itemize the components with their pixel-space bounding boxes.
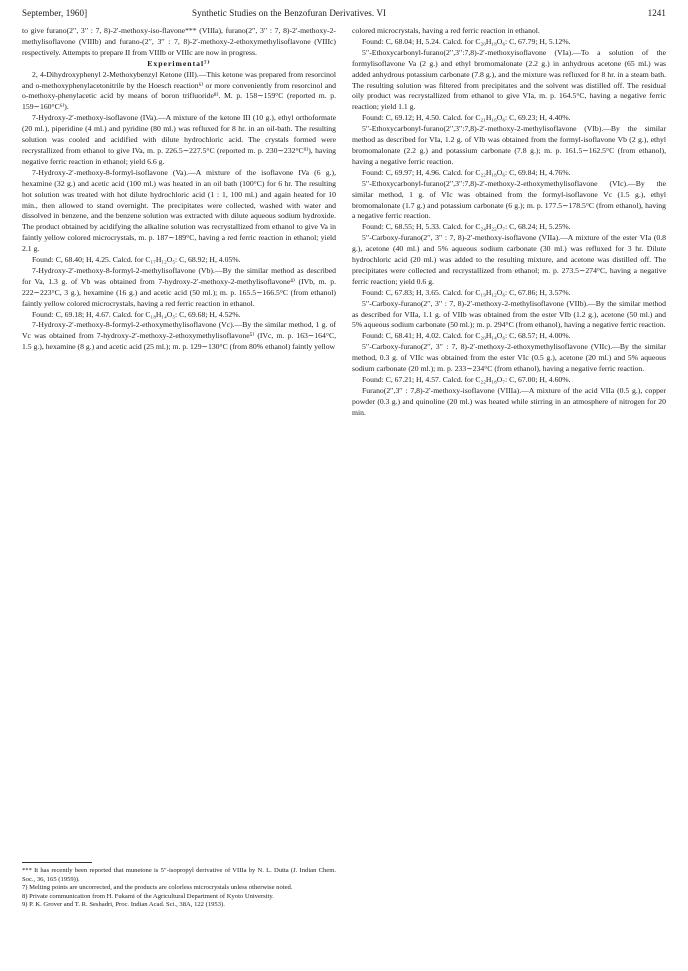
paragraph: 5′′-Carboxy-furano(2′′, 3′′ : 7, 8)-2′-methoxy-2-ethoxymethylisoflavone (VIIc).—By the similar method, 0.3 g. of VIIc was obtained from the ester VIc (0.5 g.), acetone (20 ml.) and 5% aqueous sodium carbonate (20 ml.); m. p. 233∼234°C (from ethanol), having a negative ferric reaction.	[352, 342, 666, 374]
paragraph: Found: C, 68.04; H, 5.24. Calcd. for C₂₀H₁₈O₆: C, 67.79; H, 5.12%.	[362, 36, 571, 46]
paragraph: Found: C, 68.55; H, 5.33. Calcd. for C₂₄H₂₂O₇: C, 68.24; H, 5.25%.	[362, 222, 571, 232]
paragraph: Furano(2′′,3′′ : 7,8)-2′-methoxy-isoflavone (VIIIa).—A mixture of the acid VIIa (0.5 g.), copper powder (0.3 g.) and quinoline (20 ml.) was heated while stirring in an atmosphere of nitrogen for 20 min.	[352, 385, 666, 417]
paragraph: 7-Hydroxy-2′-methoxy-8-formyl-isoflavone (Va).—A mixture of the isoflavone IVa (6 g.), hexamine (32 g.) and acetic acid (100 ml.) was heated in an oil bath (100°C) for 6 hr. The resulting hot solution was treated with hot dilute hydrochloric acid (1 : 1, 100 ml.) and again heated for 10 min., then allowed to stand overnight. The precipitates were collected, washed with water and dissolved in benzene, and the benzene solution was extracted with dilute aqueous sodium hydroxide. The product obtained by acidifying the alkaline solution was recrystallized from ethanol to give Va in faintly yellow colored microcrystals, m. p. 187∼189°C, having a red ferric reaction in ethanol; yield 2.1 g.	[22, 167, 336, 254]
paragraph: 7-Hydroxy-2′-methoxy-isoflavone (IVa).—A mixture of the ketone III (10 g.), ethyl orthoformate (20 ml.), piperidine (4 ml.) and pyridine (80 ml.) was refluxed for 8 hr. in an oil-bath. The resulting solution was cooled and acidified with dilute hydrochloric acid. The crystals formed were recrystallized from ethanol to give IVa, m. p. 226.5∼227.5°C (reported m. p. 230∼232°C⁹⁾), having negative ferric reaction in ethanol; yield 6.6 g.	[22, 113, 336, 166]
paragraph: 5′′-Ethoxycarbonyl-furano(2′′,3′′:7,8)-2′-methoxy-2-ethoxymethylisoflavone (VIc).—By the similar method, 1 g. of VIc was obtained from the formyl-isoflavone Vc (1.5 g.), ethyl bromomalonate (1.7 g.) and potassium carbonate (6 g.); m. p. 177.5∼178.5°C (from ethanol), having a negative ferric reaction.	[352, 178, 666, 221]
paragraph: 5′′-Ethoxycarbonyl-furano(2′′,3′′:7,8)-2′-methoxy-2-methylisoflavone (VIb).—By the similar method as described for VIa, 1.2 g. of VIb was obtained from the formyl-isoflavone Vb (2 g.), ethyl bromomalonate (2.2 g.) and potassium carbonate (7.8 g.); m. p. 161.5∼162.5°C (from ethanol), having a negative ferric reaction.	[352, 124, 666, 166]
page-number: 1241	[647, 8, 666, 18]
footnote: *** It has recently been reported that munetone is 5′′-isopropyl derivative of VIIIa by N. L. Dutta (J. Indian Chem. Soc., 36, 165 (1959)).	[22, 867, 336, 883]
paragraph: 5′′-Carboxy-furano(2′′, 3′′ : 7, 8)-2′-methoxy-2-methylisoflavone (VIIb).—By the similar method as described for VIIa, 1.1 g. of VIIb was obtained from the ester VIb (1.2 g.), acetone (50 ml.) and 5% aqueous sodium carbonate (50 ml.); m. p. 294°C (from ethanol), having a negative ferric reaction.	[352, 298, 666, 330]
header-title: Synthetic Studies on the Benzofuran Derivatives. VI	[192, 8, 387, 18]
running-header	[22, 8, 666, 22]
footnote: 8) Private communication from H. Fukami of the Agricultural Department of Kyoto University.	[22, 892, 274, 900]
paragraph: Found: C, 68.41; H, 4.02. Calcd. for C₂₀H₁₄O₆: C, 68.57; H, 4.00%.	[362, 331, 571, 341]
footnote: 7) Melting points are uncorrected, and the products are colorless microcrystals unless otherwise noted.	[22, 884, 293, 892]
footnote-divider	[22, 862, 92, 863]
paragraph: colored microcrystals, having a red ferric reaction in ethanol.	[352, 26, 540, 35]
footnotes	[22, 862, 336, 910]
right-column	[352, 26, 666, 419]
section-heading: Experimental⁷⁾	[147, 58, 211, 68]
paragraph: Found: C, 68.40; H, 4.25. Calcd. for C₁₇H₁₂O₅: C, 68.92; H, 4.05%.	[32, 255, 241, 265]
paragraph: Found: C, 69.18; H, 4.67. Calcd. for C₁₈H₁₄O₅: C, 69.68; H, 4.52%.	[32, 309, 241, 319]
paragraph: Found: C, 69.12; H, 4.50. Calcd. for C₂₁H₁₆O₆: C, 69.23; H, 4.40%.	[362, 113, 571, 123]
paragraph: 7-Hydroxy-2′-methoxy-8-formyl-2-methylisoflavone (Vb).—By the similar method as described for Va, 1.3 g. of Vb was obtained from 7-hydroxy-2′-methoxy-2-methylisoflavone⁴⁾ (IVb, m. p. 222∼223°C, 3 g.), hexamine (16 g.) and acetic acid (50 ml.); m. p. 165.5∼166.5°C (from ethanol) faintly yellow colored microcrystals, having a red ferric reaction in ethanol.	[22, 265, 336, 308]
paragraph: 5′′-Carboxy-furano(2′′, 3′′ : 7, 8)-2′-methoxy-isoflavone (VIIa).—A mixture of the ester VIa (0.8 g.), acetone (40 ml.) and 5% aqueous sodium carbonate (30 ml.) was refluxed for 3 hr. Dilute hydrochloric acid (20 ml.) was added to the resulting mixture, and acetone was distilled off. The precipitates were collected and recrystallized from ethanol; m. p. 273.5∼274°C, having a negative ferric reaction; yield 0.6 g.	[352, 233, 666, 286]
paragraph: Found: C, 67.83; H, 3.65. Calcd. for C₁₉H₁₂O₆: C, 67.86; H, 3.57%.	[362, 287, 571, 297]
paragraph: Found: C, 67.21; H, 4.57. Calcd. for C₂₂H₁₈O₇: C, 67.00; H, 4.60%.	[362, 375, 571, 384]
header-date: September, 1960]	[22, 8, 88, 18]
paragraph: 5′′-Ethoxycarbonyl-furano(2′′,3′′:7,8)-2′-methoxyisoflavone (VIa).—To a solution of the formylisoflavone Va (2 g.) and ethyl bromomalonate (2.2 g.) in anhydrous acetone (65 ml.) was added anhydrous potassium carbonate (7.8 g.), and the mixture was refluxed for 8 hr. in a steam bath. The resulting solution was filtered from precipitates and the solvent was distilled off. The residual oily product was recrystallized from ethanol to give VIa, m. p. 164.5°C, having a negative ferric reaction; yield 1.1 g.	[352, 47, 666, 112]
left-column	[22, 26, 336, 353]
paragraph: 2, 4-Dihydroxyphenyl 2-Methoxybenzyl Ketone (III).—This ketone was prepared from resorcinol and o-methoxyphenylacetonitrile by the Hoesch reaction⁶⁾ or more conveniently from resorcinol and o-methoxy-phenylacetic acid by means of boron trifluoride⁸⁾. M. p. 158∼159°C (reported m. p. 159∼160°C⁶⁾).	[22, 69, 336, 112]
paragraph: 7-Hydroxy-2′-methoxy-8-formyl-2-ethoxymethylisoflavone (Vc).—By the similar method, 1 g. of Vc was obtained from 7-hydroxy-2′-methoxy-2-ethoxymethylisoflavone⁵⁾ (IVc, m. p. 163∼164°C, 1.5 g.), hexamine (8 g.) and acetic acid (25 ml.); m. p. 129∼130°C (from 80% ethanol) faintly yellow	[22, 320, 336, 352]
footnote: 9) P. K. Grover and T. R. Seshadri, Proc. Indian Acad. Sci., 38A, 122 (1953).	[22, 901, 225, 909]
paragraph: to give furano(2′′, 3′′ : 7, 8)-2′-methoxy-iso-flavone*** (VIIIa), furano(2′′, 3′′ : 7, 8)-2′-methoxy-2-methylisoflavone (VIIIb) and furano-(2′′, 3′′ : 7, 8)-2′-methoxy-2-ethoxymethylisoflavone (VIIIc) respectively. Attempts to prepare II from VIIIb or VIIIc are now in progress.	[22, 26, 336, 57]
paragraph: Found: C, 69.97; H, 4.96. Calcd. for C₂₂H₁₈O₆: C, 69.84; H, 4.76%.	[362, 167, 571, 177]
